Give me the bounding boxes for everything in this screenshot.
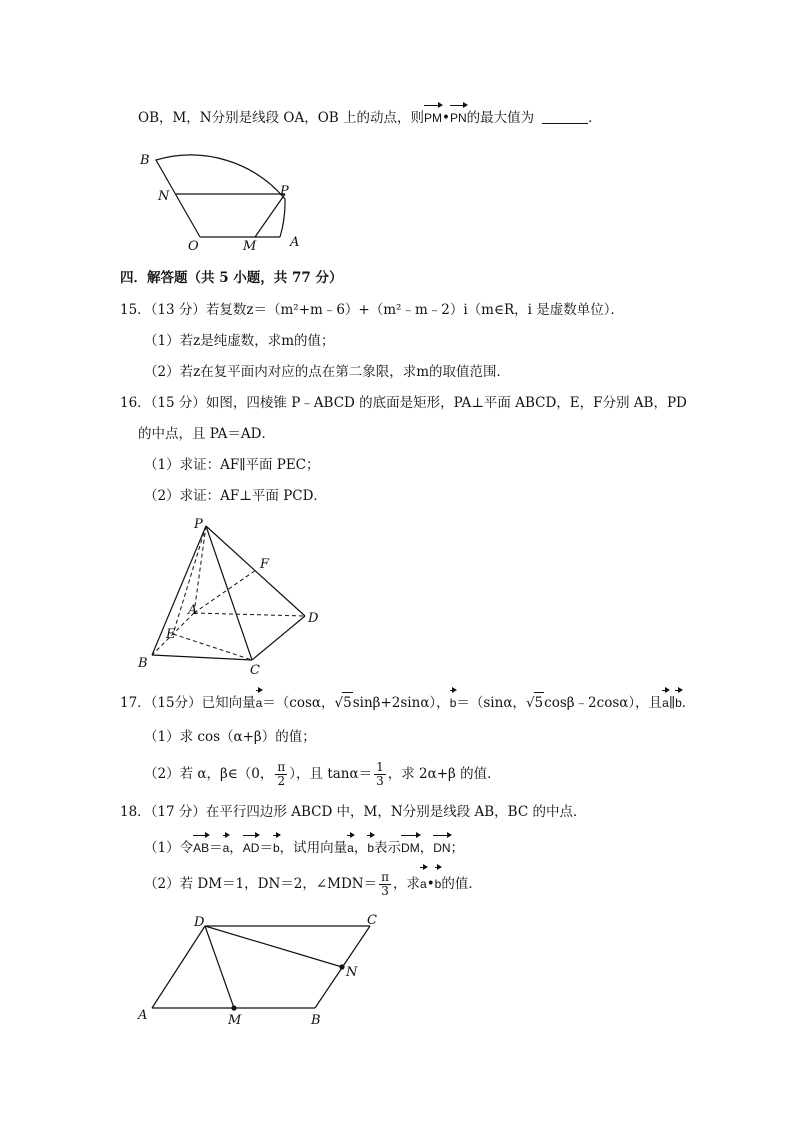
fraction-1-3: $\frac{1}{3}$ <box>376 760 384 788</box>
q17-stem: 17．（15分）已知向量a＝（cosα，√5sinβ+2sinα），b＝（sinα，√5cosβ﹣2cosα），且a∥b． <box>120 692 695 713</box>
label-c: C <box>250 663 260 678</box>
label-a: A <box>138 1008 148 1023</box>
q18-part1: （1）令AB＝a，AD＝b，试用向量a，b表示DM，DN； <box>144 840 465 856</box>
label-b: B <box>140 153 150 168</box>
figure-parallelogram <box>130 908 390 1038</box>
label-f: F <box>260 557 270 572</box>
label-n: N <box>346 965 358 980</box>
q15-part1: （1）若z是纯虚数，求m的值； <box>144 333 335 349</box>
label-a: A <box>188 603 198 618</box>
dot-symbol: • <box>442 110 450 126</box>
q14-text-b: 的最大值为 <box>466 110 535 126</box>
q18-part2: （2）若 DM＝1，DN＝2，∠MDN＝ $\frac{\pi}{3}$ ，求a•b的值． <box>144 870 482 898</box>
q16-stem: 16．（15 分）如图，四棱锥 P﹣ABCD 的底面是矩形，PA⊥平面 ABCD，E，F分别 AB，PD <box>120 395 687 411</box>
label-m: M <box>228 1013 242 1028</box>
label-c: C <box>367 913 377 928</box>
label-a: A <box>290 235 300 250</box>
q16-stem2: 的中点，且 PA＝AD． <box>138 426 275 442</box>
q17-part2: （2）若 α，β∈（0， $\frac{\pi}{2}$ ），且 tanα＝ $\frac{1}{3}$ ，求 2α+β 的值． <box>144 760 501 788</box>
label-d: D <box>308 611 319 626</box>
q15-stem: 15．（13 分）若复数z＝（m²+m﹣6）+（m²﹣m﹣2）i（m∈R，i 是虚数单位）． <box>120 302 624 318</box>
q14-tail-line: OB，M，N分别是线段 OA，OB 上的动点，则PM•PN的最大值为 ． <box>138 110 602 126</box>
label-o: O <box>188 239 199 254</box>
vector-b: b <box>450 693 457 713</box>
label-p: P <box>280 184 289 199</box>
label-b: B <box>138 656 148 671</box>
label-n: N <box>158 189 170 204</box>
vector-pn: PN <box>450 108 467 128</box>
q16-part1: （1）求证：AF∥平面 PEC； <box>144 457 320 473</box>
q18-stem: 18．（17 分）在平行四边形 ABCD 中，M，N分别是线段 AB，BC 的中点． <box>120 804 587 820</box>
q17-part1: （1）求 cos（α+β）的值； <box>144 729 316 745</box>
fraction-pi-3: $\frac{\pi}{3}$ <box>381 870 390 898</box>
label-p: P <box>194 517 203 532</box>
label-d: D <box>194 915 205 930</box>
figure-pyramid <box>130 510 340 680</box>
answer-blank[interactable] <box>542 123 588 124</box>
fraction-pi-2: $\frac{\pi}{2}$ <box>277 760 286 788</box>
q15-part2: （2）若z在复平面内对应的点在第二象限，求m的取值范围． <box>144 364 511 380</box>
label-e: E <box>166 627 176 642</box>
label-b: B <box>311 1013 321 1028</box>
q14-text: OB，M，N分别是线段 OA，OB 上的动点，则 <box>138 110 425 126</box>
q16-part2: （2）求证：AF⊥平面 PCD． <box>144 488 327 504</box>
section-title: 四．解答题（共 5 小题，共 77 分） <box>120 270 343 286</box>
figure-sector <box>130 140 320 260</box>
vector-a: a <box>256 693 263 713</box>
vector-pm: PM <box>424 108 442 128</box>
label-m: M <box>243 239 257 254</box>
